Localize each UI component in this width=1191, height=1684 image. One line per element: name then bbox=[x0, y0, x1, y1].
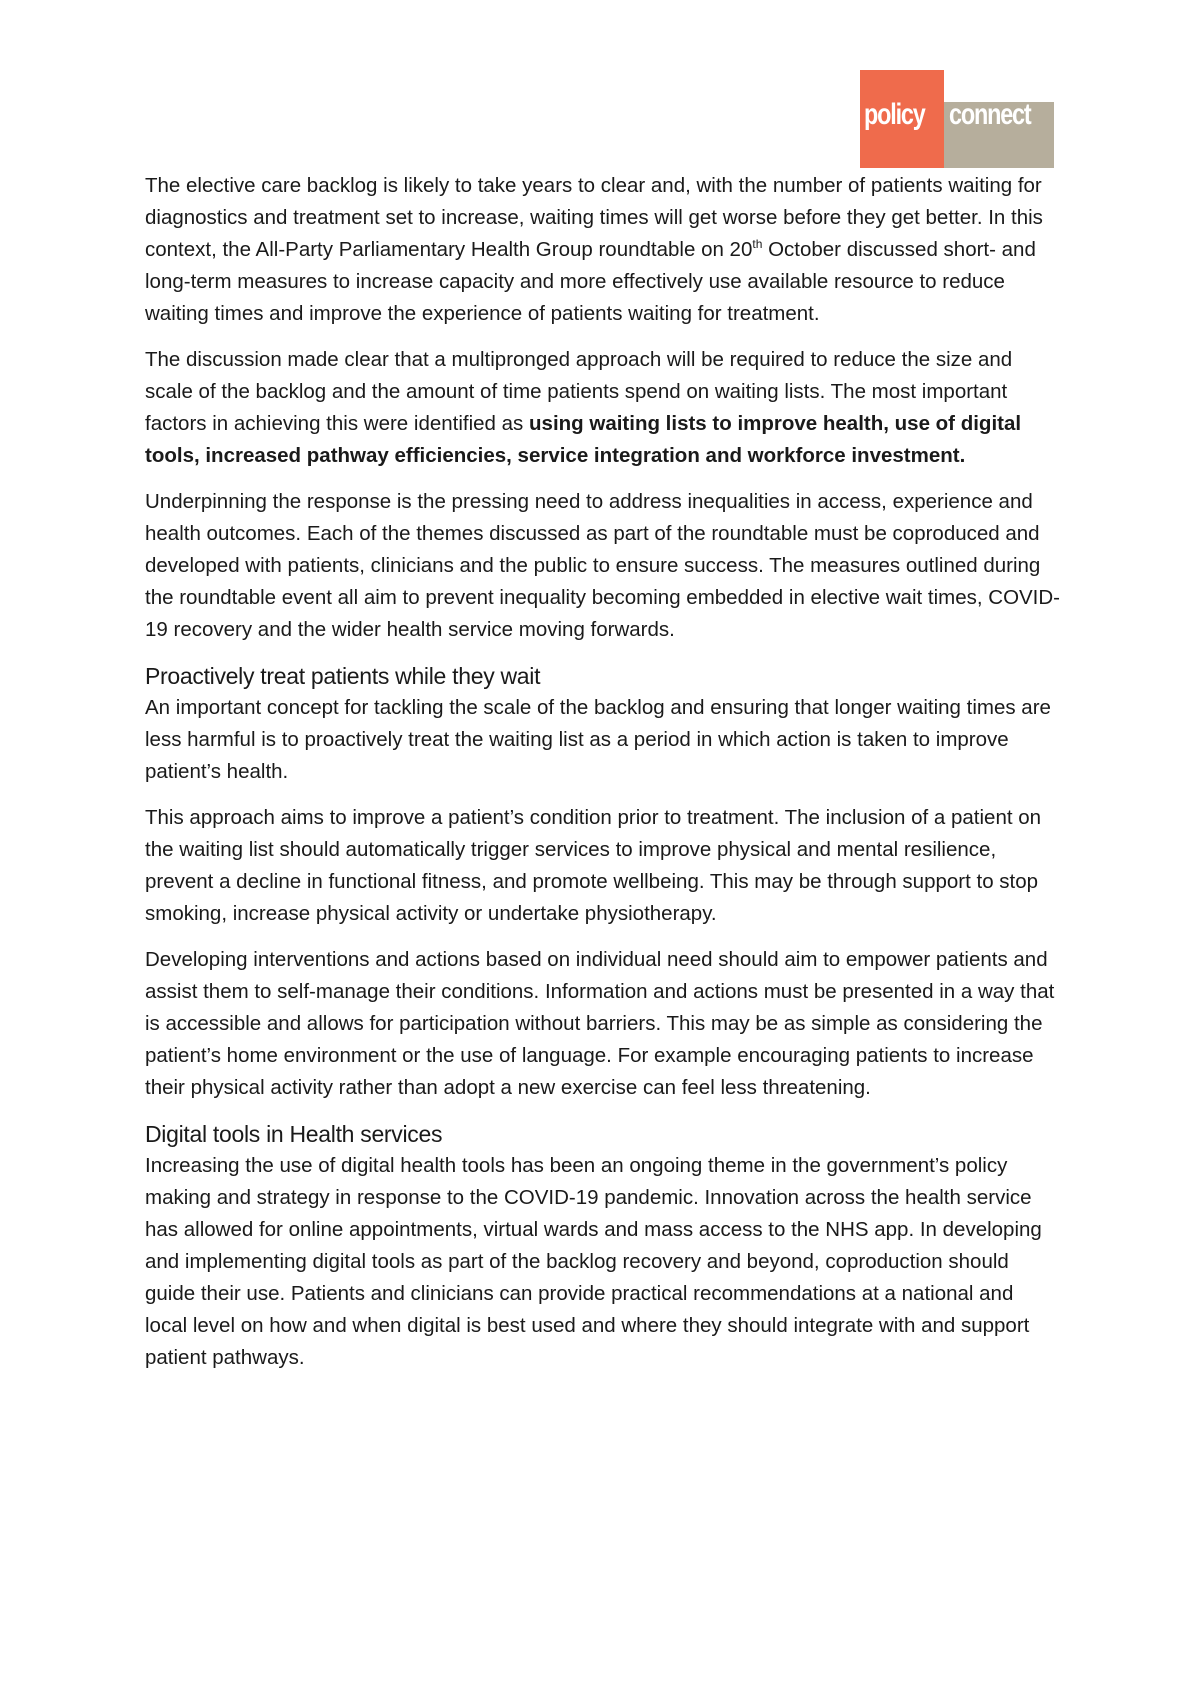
section-heading-digital-tools: Digital tools in Health services bbox=[145, 1121, 443, 1147]
proactive-paragraph-2: This approach aims to improve a patient’s condition prior to treatment. The inclusion of a patient on the waiting list should automatically trigger services to improve physical and mental resilience, prevent a decline in functional fitness, and promote wellbeing. This may be through support to stop smoking, increase physical activity or undertake physiotherapy. bbox=[145, 806, 1042, 925]
intro-text-end: October discussed short- and long-term measures to increase capacity and more effectively use available resource to reduce waiting times and improve the experience of patients waiting for treatment. bbox=[145, 238, 1036, 325]
approach-text: The discussion made clear that a multipronged approach will be required to reduce the size and scale of the backlog and the amount of time patients spend on waiting lists. The most important factors in achieving this were identified as bbox=[145, 348, 1013, 435]
logo-word-policy: policy bbox=[864, 98, 925, 131]
document-body bbox=[145, 170, 1060, 1388]
inequalities-paragraph: Underpinning the response is the pressing need to address inequalities in access, experience and health outcomes. Each of the themes discussed as part of the roundtable must be coproduced and developed with patients, clinicians and the public to ensure success. The measures outlined during the roundtable event all aim to prevent inequality becoming embedded in elective wait times, COVID-19 recovery and the wider health service moving forwards. bbox=[145, 490, 1061, 641]
proactive-paragraph-3: Developing interventions and actions based on individual need should aim to empower patients and assist them to self-manage their conditions. Information and actions must be presented in a way that is accessible and allows for participation without barriers. This may be as simple as considering the patient’s home environment or the use of language. For example encouraging patients to increase their physical activity rather than adopt a new exercise can feel less threatening. bbox=[145, 948, 1055, 1099]
ordinal-superscript: th bbox=[752, 237, 763, 251]
intro-paragraph bbox=[145, 170, 1060, 330]
intro-text-start: The elective care backlog is likely to take years to clear and, with the number of patients waiting for diagnostics and treatment set to increase, waiting times will get worse before they get better. In this context, the All-Party Parliamentary Health Group roundtable on 20 bbox=[145, 174, 1043, 261]
approach-paragraph bbox=[145, 344, 1060, 472]
section-heading-proactive-treatment: Proactively treat patients while they wait bbox=[145, 663, 541, 689]
logo-word-connect: connect bbox=[949, 98, 1031, 131]
approach-key-factors: using waiting lists to improve health, use of digital tools, increased pathway efficiencies, service integration and workforce investment. bbox=[145, 412, 1022, 467]
proactive-paragraph-1: An important concept for tackling the scale of the backlog and ensuring that longer waiting times are less harmful is to proactively treat the waiting list as a period in which action is taken to improve patient’s health. bbox=[145, 696, 1051, 783]
policy-connect-logo bbox=[860, 70, 1054, 168]
digital-paragraph-1: Increasing the use of digital health tools has been an ongoing theme in the government’s policy making and strategy in response to the COVID-19 pandemic. Innovation across the health service has allowed for online appointments, virtual wards and mass access to the NHS app. In developing and implementing digital tools as part of the backlog recovery and beyond, coproduction should guide their use. Patients and clinicians can provide practical recommendations at a national and local level on how and when digital is best used and where they should integrate with and support patient pathways. bbox=[145, 1154, 1042, 1369]
